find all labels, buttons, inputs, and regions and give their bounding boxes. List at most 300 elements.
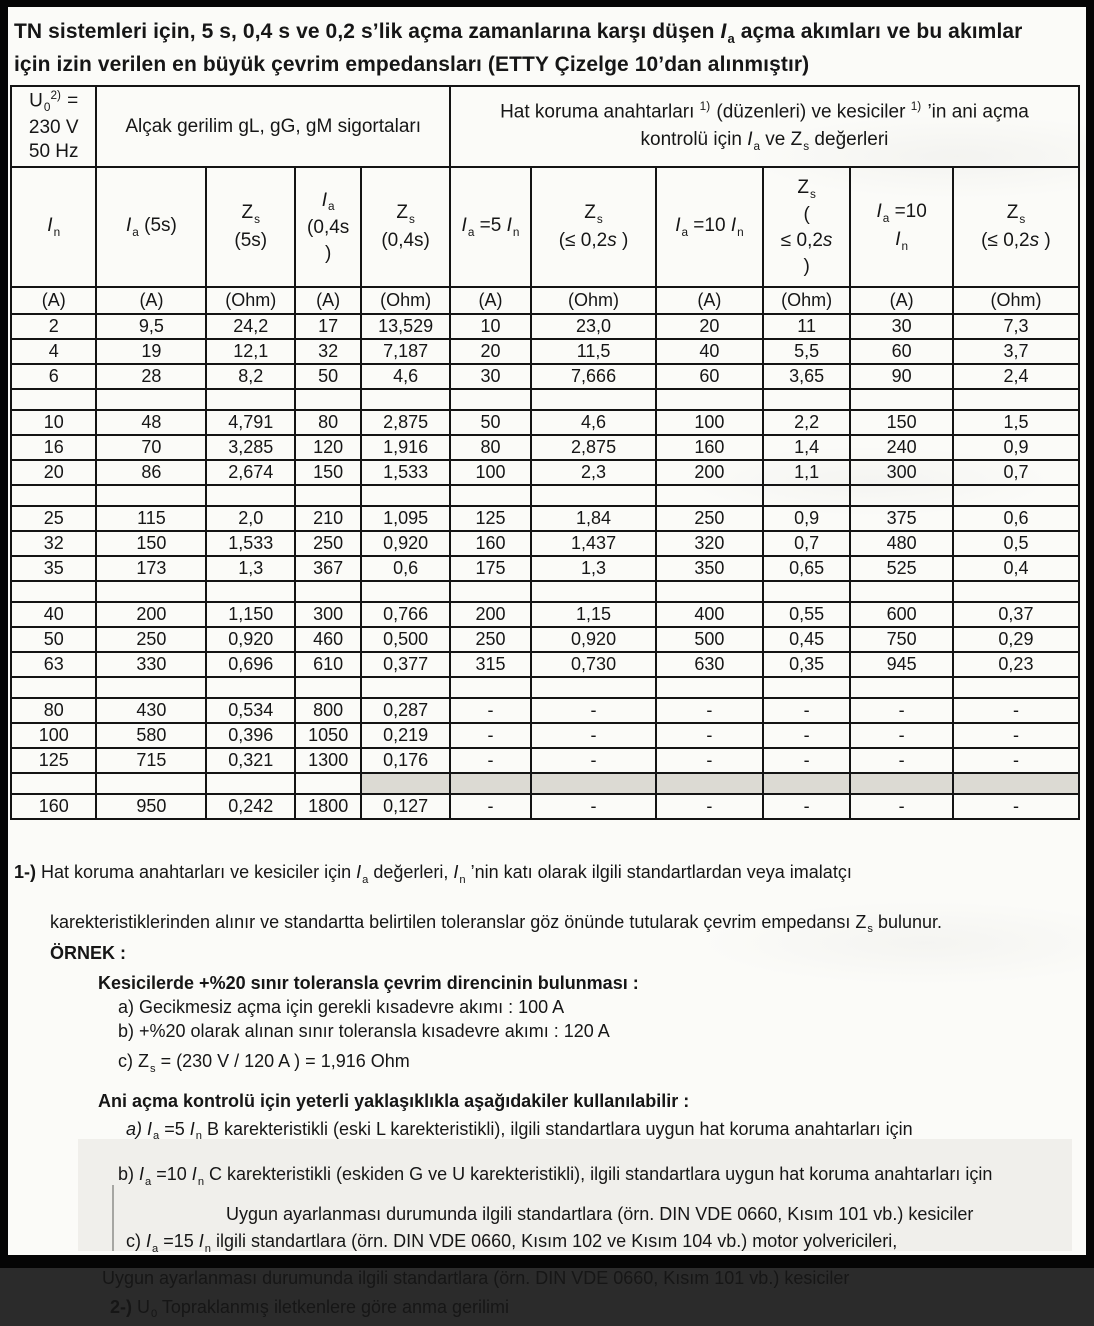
value-cell: 1,095 [361,506,450,531]
separator-row [11,677,1079,698]
column-header-zs-5s: $Z_s$ (5s) [206,167,295,287]
value-cell: 950 [96,794,206,819]
separator-cell [763,485,851,506]
separator-cell [531,581,656,602]
value-cell: 0,396 [206,723,295,748]
value-cell: 120 [295,435,361,460]
footnote-line: karekteristiklerinden alınır ve standartta belirtilen toleranslar göz önünde tutularak çevrim empedansı $Z_s$ bulunur. [50,911,943,936]
separator-cell [763,389,851,410]
value-cell: - [850,794,953,819]
value-cell: 60 [850,339,953,364]
table-row [11,339,1079,364]
value-cell: 0,9 [953,435,1079,460]
value-cell: 0,920 [531,627,656,652]
row-header-cell: 40 [11,602,96,627]
separator-cell [656,677,763,698]
value-cell: - [450,723,531,748]
separator-cell [531,773,656,794]
value-cell: 0,9 [763,506,851,531]
value-cell: 300 [295,602,361,627]
value-cell: 0,920 [206,627,295,652]
separator-cell [763,581,851,602]
value-cell: 5,5 [763,339,851,364]
value-cell: 0,5 [953,531,1079,556]
value-cell: 7,187 [361,339,450,364]
value-cell: 17 [295,314,361,339]
table-group-header-row [11,86,1079,167]
value-cell: - [763,794,851,819]
value-cell: 115 [96,506,206,531]
footnote-line: Kesicilerde +%20 sınır toleransla çevrim direncinin bulunması : [98,973,639,994]
row-header-cell: 50 [11,627,96,652]
value-cell: - [850,748,953,773]
separator-cell [850,773,953,794]
value-cell: 250 [295,531,361,556]
value-cell: 4,6 [361,364,450,389]
value-cell: 9,5 [96,314,206,339]
value-cell: 175 [450,556,531,581]
value-cell: 0,7 [953,460,1079,485]
separator-cell [531,677,656,698]
value-cell: 50 [295,364,361,389]
unit-cell: (Ohm) [531,287,656,314]
value-cell: 1,3 [531,556,656,581]
value-cell: 2,3 [531,460,656,485]
value-cell: 0,55 [763,602,851,627]
value-cell: 0,766 [361,602,450,627]
value-cell: 2,0 [206,506,295,531]
row-header-cell: 63 [11,652,96,677]
value-cell: 750 [850,627,953,652]
value-cell: 7,3 [953,314,1079,339]
value-cell: 20 [450,339,531,364]
separator-cell [450,677,531,698]
value-cell: 1,15 [531,602,656,627]
column-header-zs-04s: $Z_s$ (0,4s) [361,167,450,287]
column-header-zs-02s-c: $Z_s$ (≤ 0,2s ) [953,167,1079,287]
separator-cell [206,485,295,506]
value-cell: 50 [450,410,531,435]
separator-cell [850,389,953,410]
value-cell: 1800 [295,794,361,819]
unit-cell: (A) [96,287,206,314]
separator-cell [953,485,1079,506]
separator-cell [96,773,206,794]
table-row [11,723,1079,748]
value-cell: 200 [96,602,206,627]
footnote-line: a) Gecikmesiz açma için gerekli kısadevre akımı : 100 A [118,997,565,1018]
separator-row [11,773,1079,794]
separator-row [11,389,1079,410]
value-cell: 1,84 [531,506,656,531]
value-cell: 1,150 [206,602,295,627]
value-cell: 430 [96,698,206,723]
value-cell: 800 [295,698,361,723]
unit-cell: (Ohm) [361,287,450,314]
value-cell: 48 [96,410,206,435]
column-header-zs-02s-b: $Z_s$ ( ≤ 0,2s ) [763,167,851,287]
separator-cell [206,389,295,410]
value-cell: 90 [850,364,953,389]
row-header-cell: 6 [11,364,96,389]
scanned-document [8,7,1086,1321]
value-cell: - [763,698,851,723]
value-cell: 240 [850,435,953,460]
separator-cell [206,581,295,602]
value-cell: 600 [850,602,953,627]
value-cell: 20 [656,314,763,339]
value-cell: 250 [656,506,763,531]
separator-cell [850,677,953,698]
table-row [11,410,1079,435]
table-body [11,314,1079,819]
breakers-group-header: Hat koruma anahtarları $^{1)}$ (düzenleri) ve kesiciler $^{1)}$ ’in ani açma kontrolü için $I_a$ ve $Z_s$ değerleri [450,86,1079,167]
value-cell: 2,875 [361,410,450,435]
value-cell: 150 [96,531,206,556]
value-cell: 0,127 [361,794,450,819]
value-cell: 0,29 [953,627,1079,652]
corner-cell-u0: $U_0^{2)}$ = 230 V 50 Hz [11,86,96,167]
value-cell: 715 [96,748,206,773]
value-cell: 160 [656,435,763,460]
value-cell: 525 [850,556,953,581]
value-cell: 315 [450,652,531,677]
table-row [11,652,1079,677]
value-cell: 0,6 [361,556,450,581]
value-cell: 0,45 [763,627,851,652]
value-cell: 11 [763,314,851,339]
footnote-line: b) $I_a =10$ $I_n$ C karekteristikli (eskiden G ve U karekteristikli), ilgili standartlara uygun hat koruma anahtarları için [118,1164,993,1188]
separator-cell [450,581,531,602]
value-cell: - [531,748,656,773]
value-cell: 1,916 [361,435,450,460]
table-row [11,698,1079,723]
separator-cell [206,677,295,698]
value-cell: - [850,723,953,748]
separator-cell [656,485,763,506]
value-cell: 40 [656,339,763,364]
value-cell: 580 [96,723,206,748]
value-cell: 4,791 [206,410,295,435]
separator-cell [361,485,450,506]
row-header-cell: 4 [11,339,96,364]
value-cell: - [531,794,656,819]
value-cell: 200 [656,460,763,485]
value-cell: 250 [96,627,206,652]
separator-cell [206,773,295,794]
separator-cell [11,581,96,602]
value-cell: - [850,698,953,723]
value-cell: 320 [656,531,763,556]
value-cell: 80 [295,410,361,435]
value-cell: 1,5 [953,410,1079,435]
value-cell: 12,1 [206,339,295,364]
table-head [11,86,1079,314]
value-cell: - [656,698,763,723]
unit-cell: (A) [850,287,953,314]
row-header-cell: 25 [11,506,96,531]
unit-cell: (Ohm) [763,287,851,314]
value-cell: - [531,723,656,748]
separator-cell [295,485,361,506]
table-row [11,531,1079,556]
value-cell: 367 [295,556,361,581]
row-header-cell: 16 [11,435,96,460]
separator-cell [96,389,206,410]
column-header-ia-04s: $I_a$ (0,4s ) [295,167,361,287]
value-cell: 1,533 [206,531,295,556]
value-cell: 300 [850,460,953,485]
separator-cell [656,581,763,602]
value-cell: 60 [656,364,763,389]
column-header-ia-10in-2: $I_a =10$ $I_n$ [850,167,953,287]
row-header-cell: 2 [11,314,96,339]
value-cell: - [953,794,1079,819]
value-cell: 0,23 [953,652,1079,677]
row-header-cell: 32 [11,531,96,556]
footnote-line: 1-) Hat koruma anahtarları ve kesiciler için $I_a$ değerleri, $I_n$ ’nin katı olarak ilgili standartlardan veya imalatçı [14,862,852,886]
row-header-cell: 125 [11,748,96,773]
unit-cell: (Ohm) [953,287,1079,314]
unit-cell: (Ohm) [206,287,295,314]
value-cell: 375 [850,506,953,531]
value-cell: 100 [656,410,763,435]
table-column-header-row [11,167,1079,287]
value-cell: 13,529 [361,314,450,339]
value-cell: 0,4 [953,556,1079,581]
value-cell: 150 [295,460,361,485]
value-cell: 0,696 [206,652,295,677]
separator-cell [96,581,206,602]
value-cell: - [450,748,531,773]
separator-cell [953,581,1079,602]
value-cell: 125 [450,506,531,531]
value-cell: 11,5 [531,339,656,364]
table-row [11,556,1079,581]
unit-cell: (A) [11,287,96,314]
separator-cell [96,677,206,698]
value-cell: 0,730 [531,652,656,677]
row-header-cell: 100 [11,723,96,748]
column-header-ia-10in: $I_a =10$ $I_n$ [656,167,763,287]
separator-cell [763,677,851,698]
separator-cell [850,581,953,602]
value-cell: - [450,794,531,819]
footnote-line: ÖRNEK : [50,943,126,964]
separator-cell [531,485,656,506]
unit-cell: (A) [656,287,763,314]
value-cell: 150 [850,410,953,435]
separator-cell [531,389,656,410]
value-cell: 2,4 [953,364,1079,389]
value-cell: - [656,748,763,773]
value-cell: 0,35 [763,652,851,677]
value-cell: - [656,723,763,748]
value-cell: 23,0 [531,314,656,339]
separator-cell [361,581,450,602]
separator-cell [850,485,953,506]
footnote-line: c) $I_a =15$ $I_n$ ilgili standartlara (örn. DIN VDE 0660, Kısım 102 ve Kısım 104 vb.) motor yolvericileri, [126,1230,898,1255]
separator-cell [656,389,763,410]
value-cell: 0,920 [361,531,450,556]
value-cell: 210 [295,506,361,531]
table-row [11,314,1079,339]
value-cell: 0,377 [361,652,450,677]
value-cell: 2,674 [206,460,295,485]
value-cell: - [763,748,851,773]
value-cell: 1300 [295,748,361,773]
separator-cell [953,389,1079,410]
value-cell: 80 [450,435,531,460]
value-cell: - [531,698,656,723]
value-cell: 0,176 [361,748,450,773]
value-cell: 0,321 [206,748,295,773]
separator-cell [763,773,851,794]
separator-cell [953,773,1079,794]
table-row [11,506,1079,531]
value-cell: 70 [96,435,206,460]
row-header-cell: 80 [11,698,96,723]
value-cell: 10 [450,314,531,339]
value-cell: 24,2 [206,314,295,339]
separator-cell [656,773,763,794]
row-header-cell: 35 [11,556,96,581]
table-units-row [11,287,1079,314]
value-cell: 2,875 [531,435,656,460]
row-header-cell: 20 [11,460,96,485]
column-header-in: $I_n$ [11,167,96,287]
value-cell: 200 [450,602,531,627]
footnote-line: 2-) $U_0$ Topraklanmış iletkenlere göre anma gerilimi [110,1296,510,1321]
value-cell: 1,1 [763,460,851,485]
value-cell: 630 [656,652,763,677]
value-cell: 1,4 [763,435,851,460]
value-cell: 0,219 [361,723,450,748]
separator-cell [295,773,361,794]
separator-cell [361,677,450,698]
value-cell: 30 [850,314,953,339]
value-cell: 330 [96,652,206,677]
footnote-line: b) +%20 olarak alınan sınır toleransla kısadevre akımı : 120 A [118,1021,610,1042]
value-cell: 8,2 [206,364,295,389]
value-cell: 945 [850,652,953,677]
value-cell: 1,437 [531,531,656,556]
value-cell: 7,666 [531,364,656,389]
value-cell: 100 [450,460,531,485]
value-cell: 0,37 [953,602,1079,627]
value-cell: 32 [295,339,361,364]
column-header-zs-02s-a: $Z_s$ (≤ 0,2s ) [531,167,656,287]
table-row [11,602,1079,627]
separator-cell [361,389,450,410]
value-cell: 4,6 [531,410,656,435]
separator-row [11,485,1079,506]
footnote-line: c) $Z_s = (230$ V / 120 A ) = 1,916 Ohm [118,1051,410,1075]
value-cell: 2,2 [763,410,851,435]
value-cell: - [953,723,1079,748]
table-row [11,364,1079,389]
value-cell: 0,65 [763,556,851,581]
footnote-line: Uygun ayarlanması durumunda ilgili standartlara (örn. DIN VDE 0660, Kısım 101 vb.) kesiciler [102,1267,850,1288]
separator-cell [450,773,531,794]
value-cell: 610 [295,652,361,677]
value-cell: 0,7 [763,531,851,556]
value-cell: 0,242 [206,794,295,819]
value-cell: - [953,748,1079,773]
value-cell: 0,287 [361,698,450,723]
value-cell: 160 [450,531,531,556]
value-cell: - [656,794,763,819]
value-cell: 0,534 [206,698,295,723]
separator-cell [450,485,531,506]
document-title: TN sistemleri için, 5 s, 0,4 s ve 0,2 s’lik açma zamanlarına karşı düşen $I_a$ açma akımları ve bu akımlar için izin verilen en büyük çevrim empedansları (ETTY Çizelge 10’dan alınmıştır) [14,20,1023,76]
fuses-group-header: Alçak gerilim gL, gG, gM sigortaları [96,86,449,167]
value-cell: 1,533 [361,460,450,485]
separator-cell [11,773,96,794]
value-cell: - [763,723,851,748]
value-cell: 0,6 [953,506,1079,531]
footnotes [14,860,1086,1326]
footnote-line: Uygun ayarlanması durumunda ilgili standartlara (örn. DIN VDE 0660, Kısım 101 vb.) kesiciler [226,1203,974,1224]
value-cell: 19 [96,339,206,364]
value-cell: 480 [850,531,953,556]
separator-cell [295,389,361,410]
footnote-line: a) $I_a =5$ $I_n$ B karekteristikli (eski L karekteristikli), ilgili standartlara uygun hat koruma anahtarları için [126,1118,913,1143]
table-row [11,435,1079,460]
separator-cell [11,485,96,506]
table-row [11,627,1079,652]
value-cell: 1050 [295,723,361,748]
value-cell: 460 [295,627,361,652]
table-row [11,794,1079,819]
separator-cell [11,677,96,698]
table-row [11,460,1079,485]
separator-cell [295,581,361,602]
value-cell: 30 [450,364,531,389]
separator-row [11,581,1079,602]
row-header-cell: 10 [11,410,96,435]
column-header-ia-5s: $I_a$ (5s) [96,167,206,287]
value-cell: 400 [656,602,763,627]
unit-cell: (A) [450,287,531,314]
value-cell: - [953,698,1079,723]
value-cell: 28 [96,364,206,389]
value-cell: 3,65 [763,364,851,389]
separator-cell [953,677,1079,698]
data-table [10,85,1080,820]
value-cell: 3,285 [206,435,295,460]
separator-cell [361,773,450,794]
unit-cell: (A) [295,287,361,314]
row-header-cell: 160 [11,794,96,819]
value-cell: 500 [656,627,763,652]
table-row [11,748,1079,773]
separator-cell [11,389,96,410]
value-cell: 0,500 [361,627,450,652]
footnote-line: Ani açma kontrolü için yeterli yaklaşıklıkla aşağıdakiler kullanılabilir : [98,1090,690,1111]
value-cell: 86 [96,460,206,485]
value-cell: - [450,698,531,723]
separator-cell [295,677,361,698]
separator-cell [450,389,531,410]
column-header-ia-5in: $I_a =5$ $I_n$ [450,167,531,287]
value-cell: 1,3 [206,556,295,581]
value-cell: 350 [656,556,763,581]
value-cell: 173 [96,556,206,581]
separator-cell [96,485,206,506]
value-cell: 250 [450,627,531,652]
value-cell: 3,7 [953,339,1079,364]
